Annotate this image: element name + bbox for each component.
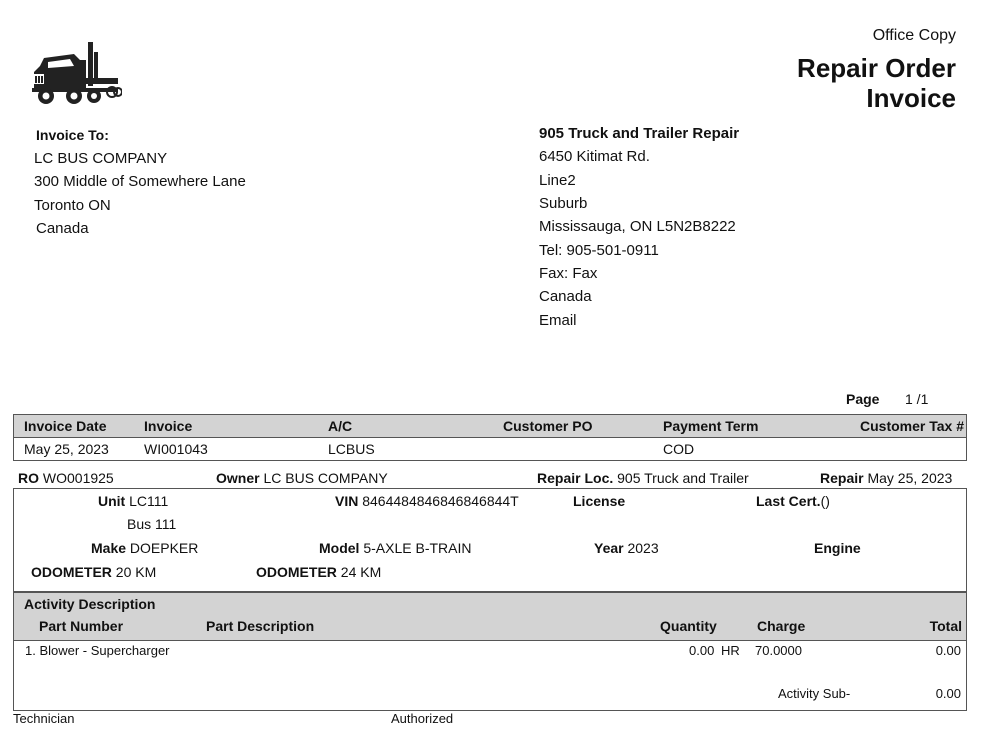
model-line [319, 540, 471, 556]
odometer-out-line [256, 564, 381, 580]
last-cert-value: () [820, 493, 830, 509]
owner-value: LC BUS COMPANY [263, 470, 388, 486]
vin-line [335, 493, 519, 509]
repair-value: May 25, 2023 [867, 470, 953, 486]
copy-label: Office Copy [872, 27, 956, 44]
make-value: DOEPKER [129, 540, 199, 556]
make-line [91, 540, 198, 556]
technician-label: Technician [13, 711, 75, 726]
activity-row-unit: HR [721, 643, 740, 658]
shop-address2: Line2 [539, 172, 576, 189]
owner-label: Owner [216, 470, 260, 486]
unit-value: LC111 [129, 493, 169, 509]
activity-row-charge: 70.0000 [755, 643, 802, 658]
col-customer-po: Customer PO [503, 418, 593, 434]
repair-loc-value: 905 Truck and Trailer [617, 470, 749, 486]
activity-row-total: 0.00 [935, 643, 961, 658]
model-label: Model [319, 540, 360, 556]
ro-line [18, 470, 114, 486]
cell-ac: LCBUS [328, 441, 375, 457]
engine-label: Engine [814, 540, 861, 556]
shop-fax: Fax: Fax [539, 265, 598, 282]
odometer-in-label: ODOMETER [31, 564, 112, 580]
repair-date-line [820, 470, 952, 486]
ro-value: WO001925 [42, 470, 114, 486]
repair-loc-line [537, 470, 749, 486]
quantity-header: Quantity [660, 618, 717, 634]
cell-invoice-date: May 25, 2023 [24, 441, 109, 457]
shop-city: Mississauga, ON L5N2B8222 [539, 218, 736, 235]
year-line [594, 540, 659, 556]
vin-label: VIN [335, 493, 359, 509]
activity-subtotal-label: Activity Sub- [778, 686, 851, 701]
owner-line [216, 470, 388, 486]
invoice-to-label: Invoice To: [36, 127, 109, 143]
shop-country: Canada [539, 288, 592, 305]
model-value: 5-AXLE B-TRAIN [363, 540, 472, 556]
ro-label: RO [18, 470, 39, 486]
col-customer-tax: Customer Tax # [860, 418, 964, 434]
odometer-in-line [31, 564, 156, 580]
charge-header: Charge [757, 618, 806, 634]
year-label: Year [594, 540, 624, 556]
shop-suburb: Suburb [539, 195, 588, 212]
activity-subtotal-value: 0.00 [935, 686, 961, 701]
odometer-in-value: 20 KM [115, 564, 157, 580]
truck-logo-icon [30, 38, 122, 108]
year-value: 2023 [627, 540, 659, 556]
bill-to-country: Canada [36, 220, 89, 237]
last-cert-label: Last Cert. [756, 493, 821, 509]
page-number: 1 /1 [905, 391, 929, 407]
unit-label: Unit [98, 493, 126, 509]
odometer-out-value: 24 KM [340, 564, 382, 580]
unit-desc: Bus 111 [127, 516, 177, 532]
activity-row-desc: 1. Blower - Supercharger [25, 643, 170, 658]
col-invoice: Invoice [144, 418, 193, 434]
make-label: Make [91, 540, 127, 556]
bill-to-address: 300 Middle of Somewhere Lane [34, 173, 246, 190]
total-header: Total [929, 618, 962, 634]
repair-label: Repair [820, 470, 864, 486]
col-payment-term: Payment Term [663, 418, 759, 434]
unit-line [98, 493, 168, 509]
shop-email: Email [539, 312, 577, 329]
activity-description-header: Activity Description [24, 596, 156, 612]
col-ac: A/C [328, 418, 353, 434]
bill-to-city: Toronto ON [34, 197, 111, 214]
page-title: Repair Order [797, 53, 956, 83]
shop-address1: 6450 Kitimat Rd. [539, 148, 650, 165]
page-title-line2: Invoice [866, 83, 956, 113]
activity-header [13, 592, 967, 641]
last-cert-line [756, 493, 830, 509]
part-number-header: Part Number [39, 618, 124, 634]
repair-loc-label: Repair Loc. [537, 470, 614, 486]
shop-tel: Tel: 905-501-0911 [539, 242, 659, 259]
vin-value: 8464484846846846844T [362, 493, 519, 509]
activity-row-qty: 0.00 [689, 643, 715, 658]
bill-to-name: LC BUS COMPANY [34, 150, 168, 167]
shop-name: 905 Truck and Trailer Repair [539, 125, 740, 142]
cell-invoice: WI001043 [144, 441, 208, 457]
cell-payment-term: COD [663, 441, 695, 457]
license-label: License [573, 493, 626, 509]
part-description-header: Part Description [206, 618, 315, 634]
page-label: Page [846, 391, 880, 407]
authorized-label: Authorized [391, 711, 454, 726]
col-invoice-date: Invoice Date [24, 418, 107, 434]
odometer-out-label: ODOMETER [256, 564, 337, 580]
